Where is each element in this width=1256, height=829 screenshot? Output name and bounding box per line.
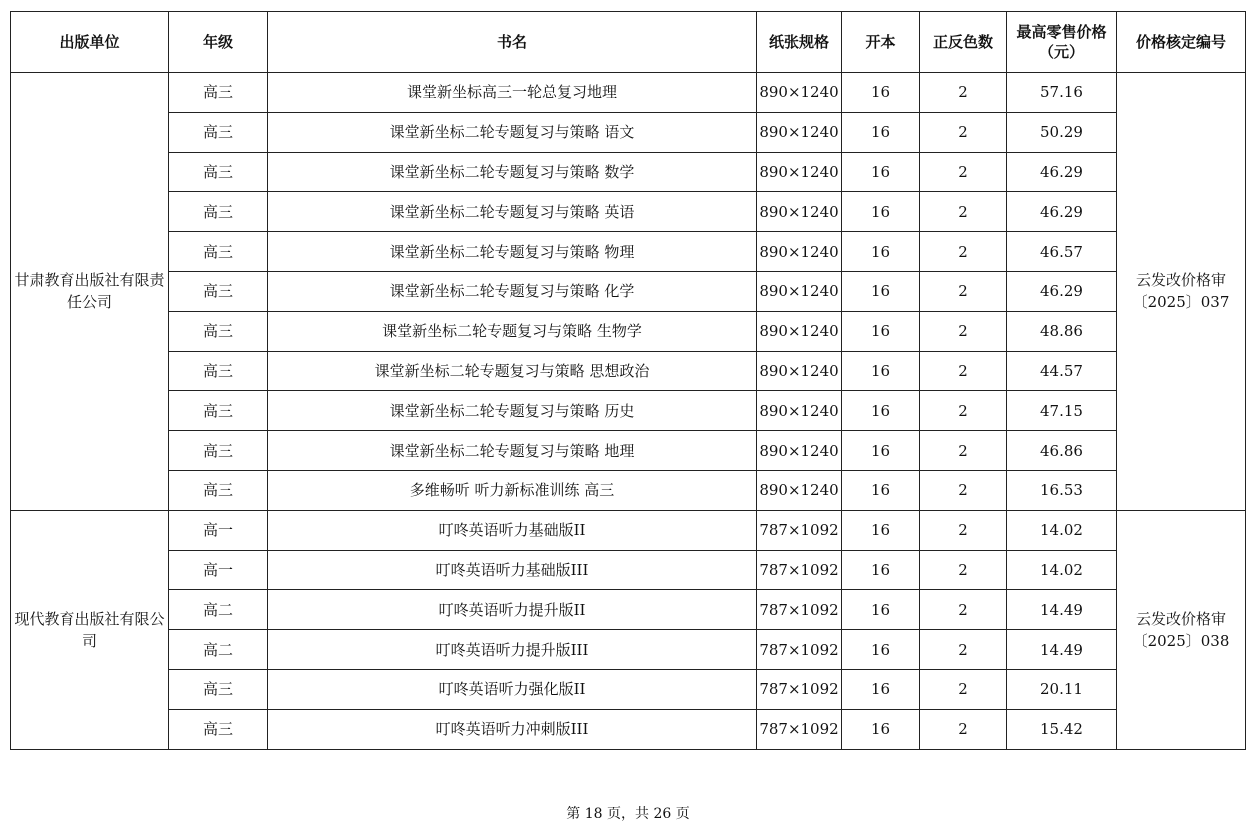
cell-price: 16.53 bbox=[1007, 470, 1117, 510]
table-row bbox=[11, 391, 1246, 431]
header-code: 价格核定编号 bbox=[1117, 12, 1246, 73]
cell-format: 16 bbox=[842, 271, 920, 311]
cell-title: 叮咚英语听力强化版II bbox=[268, 669, 757, 709]
cell-colors: 2 bbox=[920, 311, 1007, 351]
table-row bbox=[11, 630, 1246, 670]
cell-grade: 高三 bbox=[169, 152, 268, 192]
cell-paper: 890×1240 bbox=[757, 232, 842, 272]
cell-format: 16 bbox=[842, 630, 920, 670]
cell-format: 16 bbox=[842, 192, 920, 232]
cell-title: 叮咚英语听力提升版II bbox=[268, 590, 757, 630]
cell-paper: 890×1240 bbox=[757, 112, 842, 152]
cell-paper: 890×1240 bbox=[757, 152, 842, 192]
cell-colors: 2 bbox=[920, 232, 1007, 272]
table-row bbox=[11, 709, 1246, 749]
cell-grade: 高三 bbox=[169, 311, 268, 351]
cell-colors: 2 bbox=[920, 192, 1007, 232]
cell-paper: 787×1092 bbox=[757, 510, 842, 550]
table-row bbox=[11, 112, 1246, 152]
table-row bbox=[11, 271, 1246, 311]
cell-price: 57.16 bbox=[1007, 73, 1117, 113]
cell-grade: 高一 bbox=[169, 550, 268, 590]
header-colors: 正反色数 bbox=[920, 12, 1007, 73]
cell-price: 46.29 bbox=[1007, 192, 1117, 232]
cell-price: 50.29 bbox=[1007, 112, 1117, 152]
cell-grade: 高三 bbox=[169, 669, 268, 709]
cell-price: 15.42 bbox=[1007, 709, 1117, 749]
cell-price-code: 云发改价格审〔2025〕037 bbox=[1117, 73, 1246, 511]
cell-price: 46.86 bbox=[1007, 431, 1117, 471]
cell-title: 叮咚英语听力冲刺版III bbox=[268, 709, 757, 749]
cell-publisher: 甘肃教育出版社有限责任公司 bbox=[11, 73, 169, 511]
cell-price: 46.29 bbox=[1007, 271, 1117, 311]
table-row bbox=[11, 152, 1246, 192]
cell-grade: 高三 bbox=[169, 232, 268, 272]
cell-title: 叮咚英语听力基础版III bbox=[268, 550, 757, 590]
cell-paper: 787×1092 bbox=[757, 590, 842, 630]
cell-colors: 2 bbox=[920, 709, 1007, 749]
table-row bbox=[11, 311, 1246, 351]
cell-grade: 高一 bbox=[169, 510, 268, 550]
cell-colors: 2 bbox=[920, 271, 1007, 311]
cell-paper: 787×1092 bbox=[757, 669, 842, 709]
cell-format: 16 bbox=[842, 431, 920, 471]
table-row bbox=[11, 590, 1246, 630]
cell-title: 课堂新坐标二轮专题复习与策略 化学 bbox=[268, 271, 757, 311]
cell-format: 16 bbox=[842, 709, 920, 749]
cell-title: 课堂新坐标二轮专题复习与策略 物理 bbox=[268, 232, 757, 272]
cell-price: 14.02 bbox=[1007, 510, 1117, 550]
cell-title: 课堂新坐标二轮专题复习与策略 语文 bbox=[268, 112, 757, 152]
cell-paper: 787×1092 bbox=[757, 709, 842, 749]
header-price: 最高零售价格（元） bbox=[1007, 12, 1117, 73]
cell-colors: 2 bbox=[920, 73, 1007, 113]
cell-price: 47.15 bbox=[1007, 391, 1117, 431]
cell-title: 课堂新坐标高三一轮总复习地理 bbox=[268, 73, 757, 113]
cell-price: 46.29 bbox=[1007, 152, 1117, 192]
header-title: 书名 bbox=[268, 12, 757, 73]
cell-title: 课堂新坐标二轮专题复习与策略 数学 bbox=[268, 152, 757, 192]
cell-grade: 高三 bbox=[169, 431, 268, 471]
cell-price: 14.49 bbox=[1007, 590, 1117, 630]
cell-format: 16 bbox=[842, 510, 920, 550]
cell-grade: 高三 bbox=[169, 709, 268, 749]
cell-grade: 高三 bbox=[169, 470, 268, 510]
cell-grade: 高三 bbox=[169, 271, 268, 311]
table-row bbox=[11, 431, 1246, 471]
cell-price-code: 云发改价格审〔2025〕038 bbox=[1117, 510, 1246, 749]
cell-title: 叮咚英语听力提升版III bbox=[268, 630, 757, 670]
cell-price: 14.02 bbox=[1007, 550, 1117, 590]
cell-colors: 2 bbox=[920, 590, 1007, 630]
cell-price: 46.57 bbox=[1007, 232, 1117, 272]
cell-title: 课堂新坐标二轮专题复习与策略 英语 bbox=[268, 192, 757, 232]
cell-price: 44.57 bbox=[1007, 351, 1117, 391]
cell-colors: 2 bbox=[920, 550, 1007, 590]
header-paper: 纸张规格 bbox=[757, 12, 842, 73]
cell-format: 16 bbox=[842, 311, 920, 351]
table-row bbox=[11, 510, 1246, 550]
cell-colors: 2 bbox=[920, 630, 1007, 670]
cell-paper: 787×1092 bbox=[757, 630, 842, 670]
cell-grade: 高三 bbox=[169, 351, 268, 391]
cell-format: 16 bbox=[842, 669, 920, 709]
table-row bbox=[11, 73, 1246, 113]
cell-title: 课堂新坐标二轮专题复习与策略 思想政治 bbox=[268, 351, 757, 391]
price-table bbox=[10, 11, 1246, 750]
table-row bbox=[11, 192, 1246, 232]
table-row bbox=[11, 232, 1246, 272]
cell-paper: 890×1240 bbox=[757, 271, 842, 311]
cell-grade: 高三 bbox=[169, 73, 268, 113]
cell-format: 16 bbox=[842, 351, 920, 391]
header-publisher: 出版单位 bbox=[11, 12, 169, 73]
table-row bbox=[11, 669, 1246, 709]
cell-format: 16 bbox=[842, 590, 920, 630]
table-row bbox=[11, 351, 1246, 391]
cell-grade: 高三 bbox=[169, 112, 268, 152]
cell-grade: 高二 bbox=[169, 590, 268, 630]
cell-paper: 787×1092 bbox=[757, 550, 842, 590]
cell-paper: 890×1240 bbox=[757, 311, 842, 351]
cell-colors: 2 bbox=[920, 351, 1007, 391]
cell-title: 课堂新坐标二轮专题复习与策略 地理 bbox=[268, 431, 757, 471]
cell-colors: 2 bbox=[920, 669, 1007, 709]
table-row bbox=[11, 470, 1246, 510]
header-grade: 年级 bbox=[169, 12, 268, 73]
cell-publisher: 现代教育出版社有限公司 bbox=[11, 510, 169, 749]
cell-format: 16 bbox=[842, 391, 920, 431]
cell-format: 16 bbox=[842, 470, 920, 510]
cell-colors: 2 bbox=[920, 152, 1007, 192]
cell-paper: 890×1240 bbox=[757, 351, 842, 391]
cell-grade: 高三 bbox=[169, 391, 268, 431]
cell-paper: 890×1240 bbox=[757, 431, 842, 471]
cell-colors: 2 bbox=[920, 112, 1007, 152]
cell-colors: 2 bbox=[920, 431, 1007, 471]
cell-format: 16 bbox=[842, 152, 920, 192]
cell-price: 14.49 bbox=[1007, 630, 1117, 670]
cell-colors: 2 bbox=[920, 510, 1007, 550]
cell-paper: 890×1240 bbox=[757, 391, 842, 431]
cell-grade: 高三 bbox=[169, 192, 268, 232]
cell-format: 16 bbox=[842, 232, 920, 272]
cell-colors: 2 bbox=[920, 470, 1007, 510]
cell-title: 多维畅听 听力新标准训练 高三 bbox=[268, 470, 757, 510]
cell-format: 16 bbox=[842, 112, 920, 152]
page-footer: 第 18 页，共 26 页 bbox=[566, 806, 690, 822]
cell-title: 课堂新坐标二轮专题复习与策略 历史 bbox=[268, 391, 757, 431]
header-format: 开本 bbox=[842, 12, 920, 73]
cell-paper: 890×1240 bbox=[757, 470, 842, 510]
cell-format: 16 bbox=[842, 550, 920, 590]
header-row bbox=[11, 12, 1246, 73]
cell-paper: 890×1240 bbox=[757, 73, 842, 113]
cell-title: 叮咚英语听力基础版II bbox=[268, 510, 757, 550]
cell-paper: 890×1240 bbox=[757, 192, 842, 232]
cell-price: 48.86 bbox=[1007, 311, 1117, 351]
cell-format: 16 bbox=[842, 73, 920, 113]
cell-colors: 2 bbox=[920, 391, 1007, 431]
cell-title: 课堂新坐标二轮专题复习与策略 生物学 bbox=[268, 311, 757, 351]
cell-grade: 高二 bbox=[169, 630, 268, 670]
cell-price: 20.11 bbox=[1007, 669, 1117, 709]
table-row bbox=[11, 550, 1246, 590]
table-body bbox=[11, 73, 1246, 750]
